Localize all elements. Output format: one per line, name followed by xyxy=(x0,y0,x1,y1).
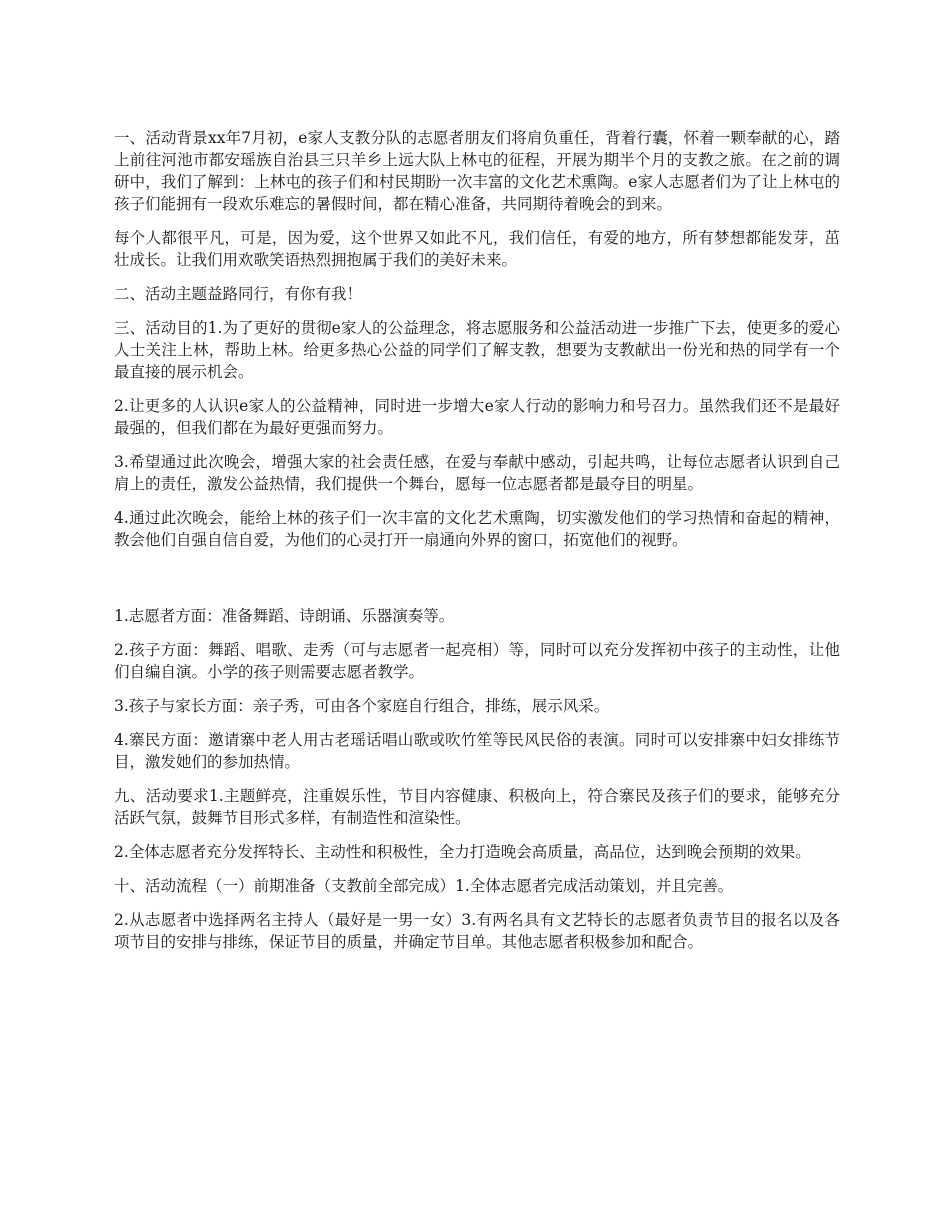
paragraph-purpose-2: 2.让更多的人认识e家人的公益精神，同时进一步增大e家人行动的影响力和号召力。虽然我们还不是最好最强的，但我们都在为最好更强而努力。 xyxy=(114,397,840,437)
paragraph-process-2: 2.从志愿者中选择两名主持人（最好是一男一女）3.有两名具有文艺特长的志愿者负责节目的报名以及各项节目的安排与排练，保证节目的质量，并确定节目单。其他志愿者积极参加和配合。 xyxy=(114,911,840,951)
paragraph-background: 一、活动背景xx年7月初，e家人支教分队的志愿者朋友们将肩负重任，背着行囊，怀着一颗奉献的心，踏上前往河池市都安瑶族自治县三只羊乡上远大队上林屯的征程，开展为期半个月的支教之旅。在之前的调研中，我们了解到：上林屯的孩子们和村民期盼一次丰富的文化艺术熏陶。e家人志愿者们为了让上林屯的孩子们能拥有一段欢乐难忘的暑假时间，都在精心准备，共同期待着晚会的到来。 xyxy=(114,129,840,213)
paragraph-theme: 二、活动主题益路同行，有你有我！ xyxy=(114,285,363,303)
paragraph-requirements-2: 2.全体志愿者充分发挥特长、主动性和积极性，全力打造晚会高质量，高品位，达到晚会预期的效果。 xyxy=(114,843,811,861)
paragraph-requirements-1: 九、活动要求1.主题鲜亮，注重娱乐性，节目内容健康、积极向上，符合寨民及孩子们的要求，能够充分活跃气氛，鼓舞节目形式多样，有制造性和渲染性。 xyxy=(114,787,840,827)
document-body xyxy=(114,127,840,965)
section-gap xyxy=(114,563,840,605)
paragraph-villagers: 4.寨民方面：邀请寨中老人用古老瑶话唱山歌或吹竹笙等民风民俗的表演。同时可以安排寨中妇女排练节目，激发她们的参加热情。 xyxy=(114,731,840,771)
paragraph-love: 每个人都很平凡，可是，因为爱，这个世界又如此不凡，我们信任，有爱的地方，所有梦想都能发芽，茁壮成长。让我们用欢歌笑语热烈拥抱属于我们的美好未来。 xyxy=(114,229,840,269)
paragraph-purpose-3: 3.希望通过此次晚会，增强大家的社会责任感，在爱与奉献中感动，引起共鸣，让每位志愿者认识到自己肩上的责任，激发公益热情，我们提供一个舞台，愿每一位志愿者都是最夺目的明星。 xyxy=(114,453,840,493)
paragraph-purpose-4: 4.通过此次晚会，能给上林的孩子们一次丰富的文化艺术熏陶，切实激发他们的学习热情和奋起的精神，教会他们自强自信自爱，为他们的心灵打开一扇通向外界的窗口，拓宽他们的视野。 xyxy=(114,509,840,549)
paragraph-volunteers: 1.志愿者方面：准备舞蹈、诗朗诵、乐器演奏等。 xyxy=(114,607,455,625)
paragraph-parents: 3.孩子与家长方面：亲子秀，可由各个家庭自行组合，排练，展示风采。 xyxy=(114,697,610,715)
paragraph-children: 2.孩子方面：舞蹈、唱歌、走秀（可与志愿者一起亮相）等，同时可以充分发挥初中孩子的主动性，让他们自编自演。小学的孩子则需要志愿者教学。 xyxy=(114,641,840,681)
paragraph-purpose-1: 三、活动目的1.为了更好的贯彻e家人的公益理念，将志愿服务和公益活动进一步推广下去，使更多的爱心人士关注上林，帮助上林。给更多热心公益的同学们了解支教，想要为支教献出一份光和热的同学有一个最直接的展示机会。 xyxy=(114,319,840,381)
paragraph-process-1: 十、活动流程（一）前期准备（支教前全部完成）1.全体志愿者完成活动策划，并且完善。 xyxy=(114,877,734,895)
